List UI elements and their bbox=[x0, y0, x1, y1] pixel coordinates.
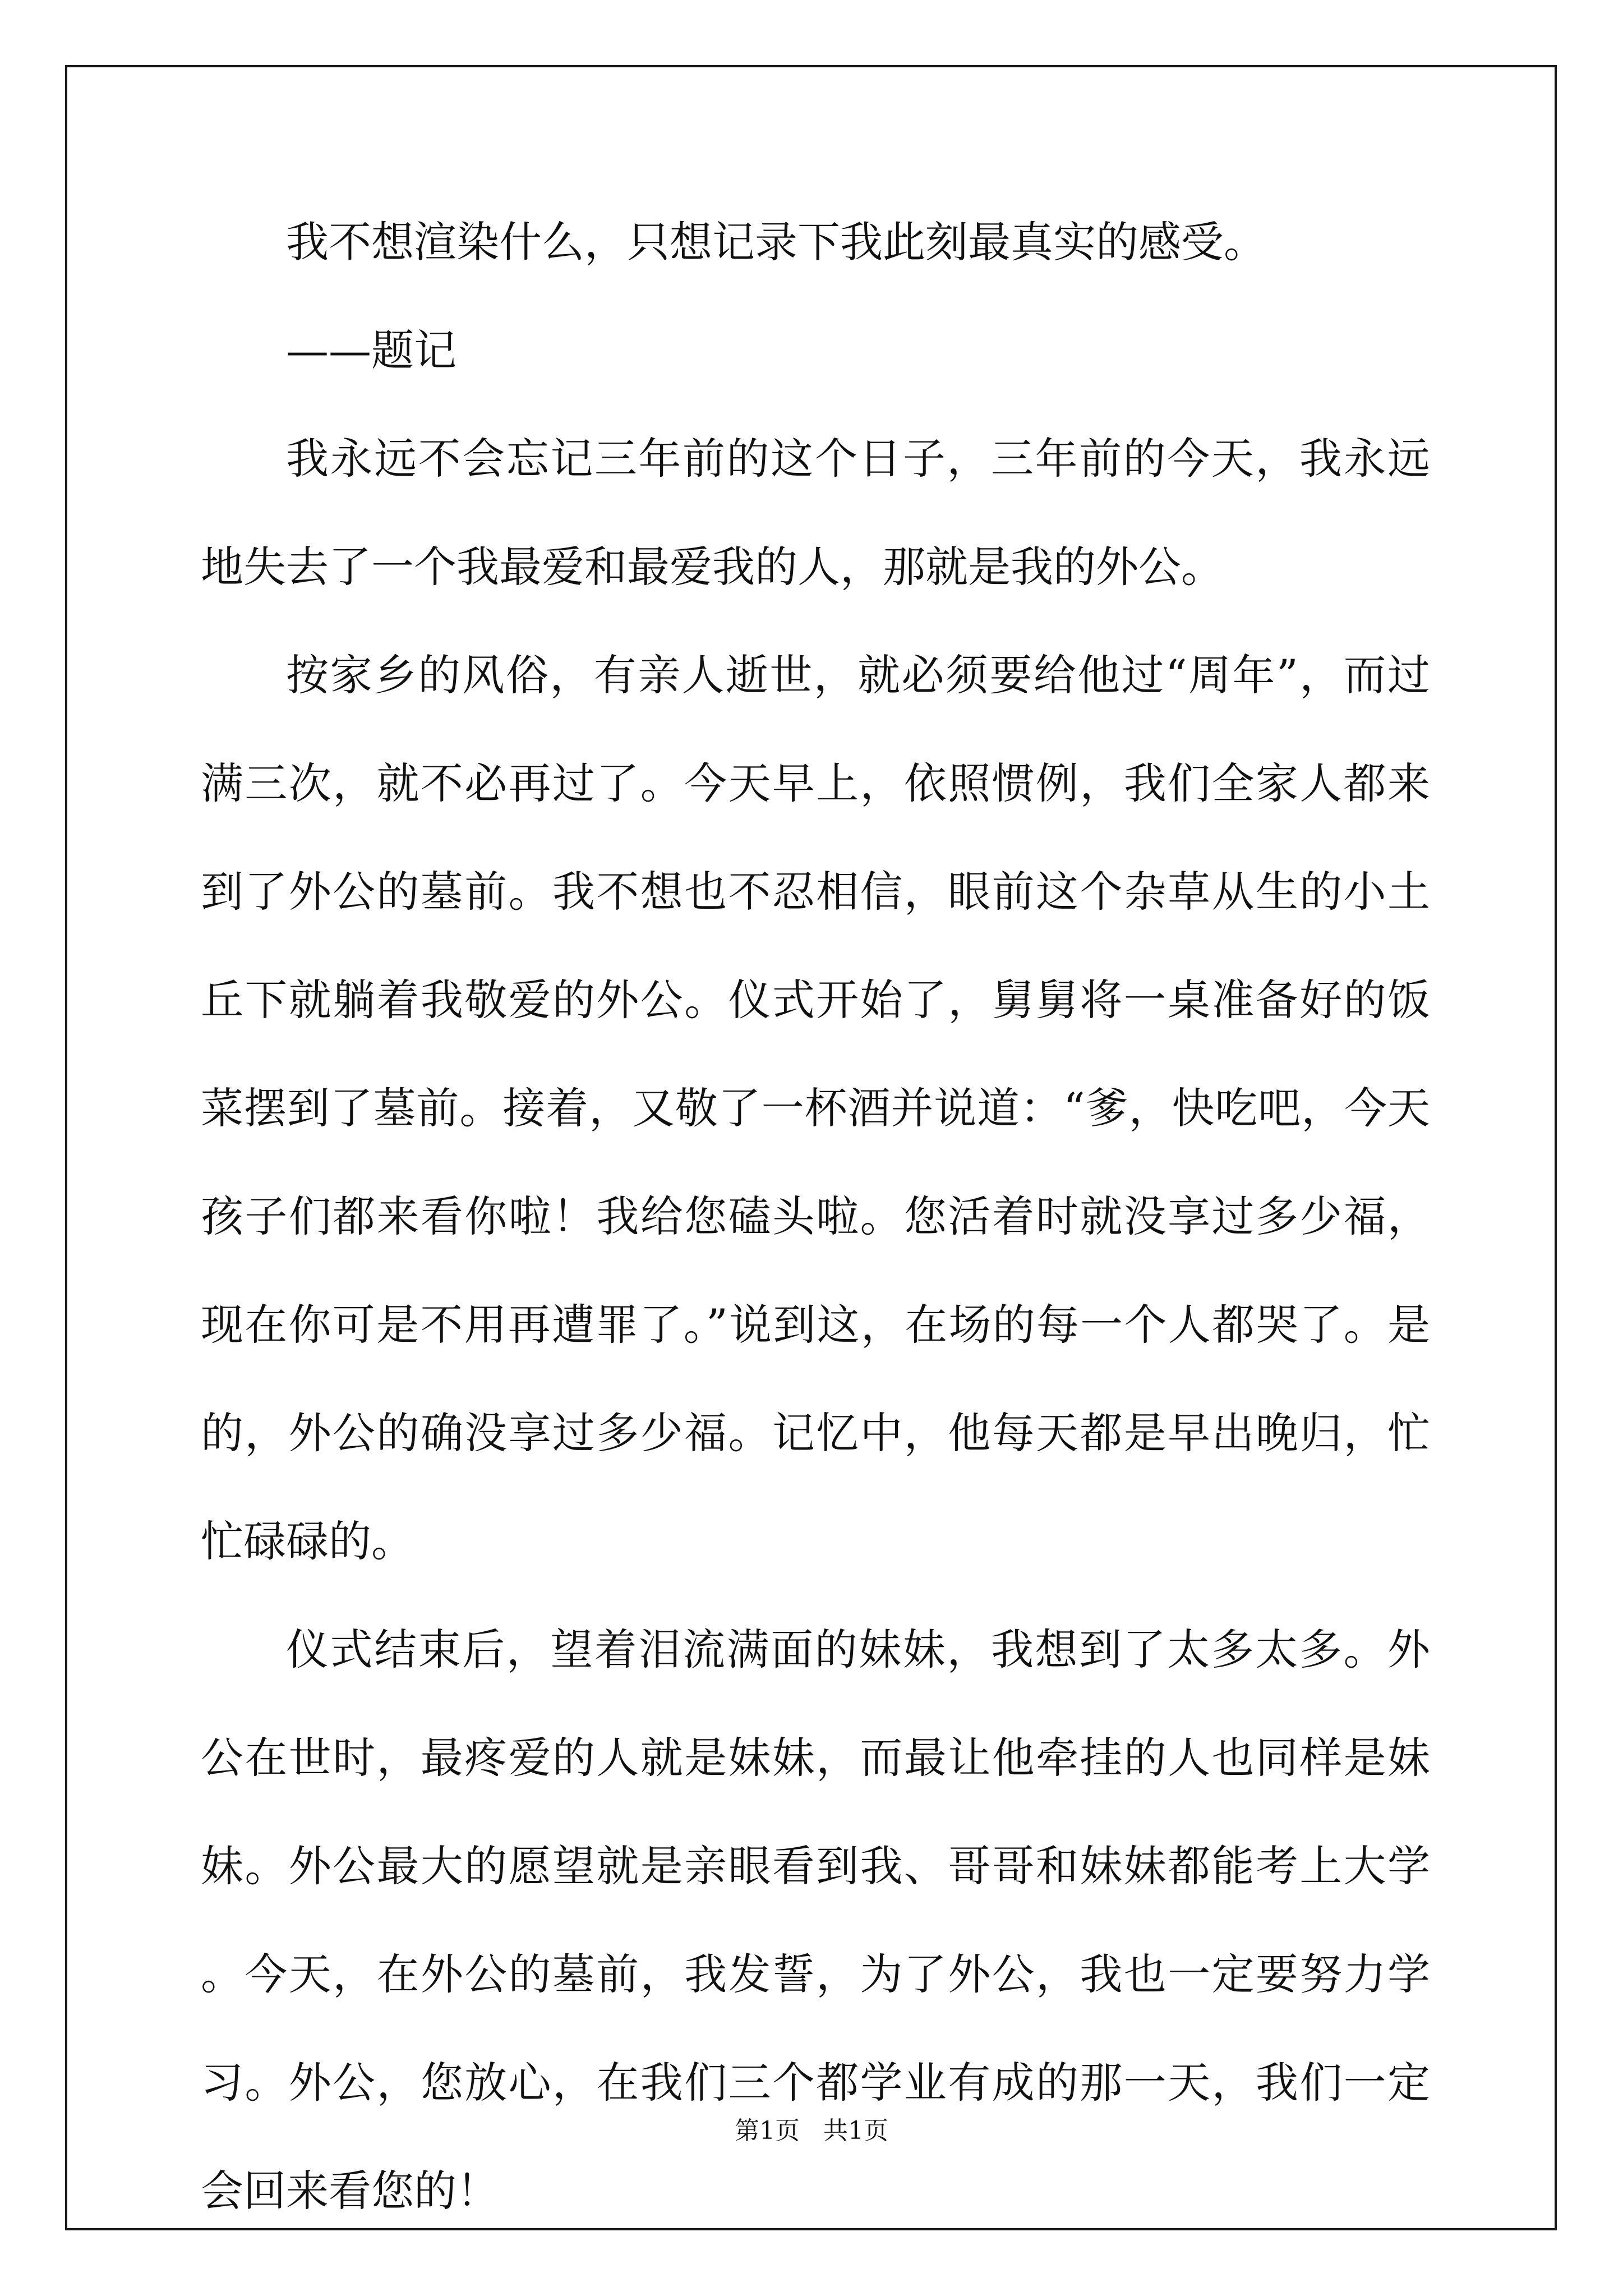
paragraph-2-inscription: ——题记 bbox=[286, 325, 457, 375]
page-footer: 第1页 共1页 bbox=[735, 2116, 888, 2145]
paragraph-4: 按家乡的风俗，有亲人逝世，就必须要给他过“周年”，而过满三次，就不必再过了。今天早上，依照惯例，我们全家人都来到了外公的墓前。我不想也不忍相信，眼前这个杂草从生的小土丘下就躺着我敬爱的外公。仪式开始了，舅舅将一桌准备好的饭菜摆到了墓前。接着，又敬了一杯酒并说道：“爹，快吃吧，今天孩子们都来看你啦！我给您磕头啦。您活着时就没享过多少福，现在你可是不用再遭罪了。”说到这，在场的每一个人都哭了。是的，外公的确没享过多少福。记忆中，他每天都是早出晚归，忙忙碌碌的。 bbox=[201, 650, 1430, 1566]
document-body bbox=[201, 188, 1430, 2245]
paragraph-3: 我永远不会忘记三年前的这个日子，三年前的今天，我永远地失去了一个我最爱和最爱我的人，那就是我的外公。 bbox=[201, 434, 1430, 592]
paragraph-5: 仪式结束后，望着泪流满面的妹妹，我想到了太多太多。外公在世时，最疼爱的人就是妹妹，而最让他牵挂的人也同样是妹妹。外公最大的愿望就是亲眼看到我、哥哥和妹妹都能考上大学。今天，在外公的墓前，我发誓，为了外公，我也一定要努力学习。外公，您放心，在我们三个都学业有成的那一天，我们一定会回来看您的！ bbox=[201, 1625, 1430, 2216]
paragraph-1: 我不想渲染什么，只想记录下我此刻最真实的感受。 bbox=[286, 217, 1266, 267]
